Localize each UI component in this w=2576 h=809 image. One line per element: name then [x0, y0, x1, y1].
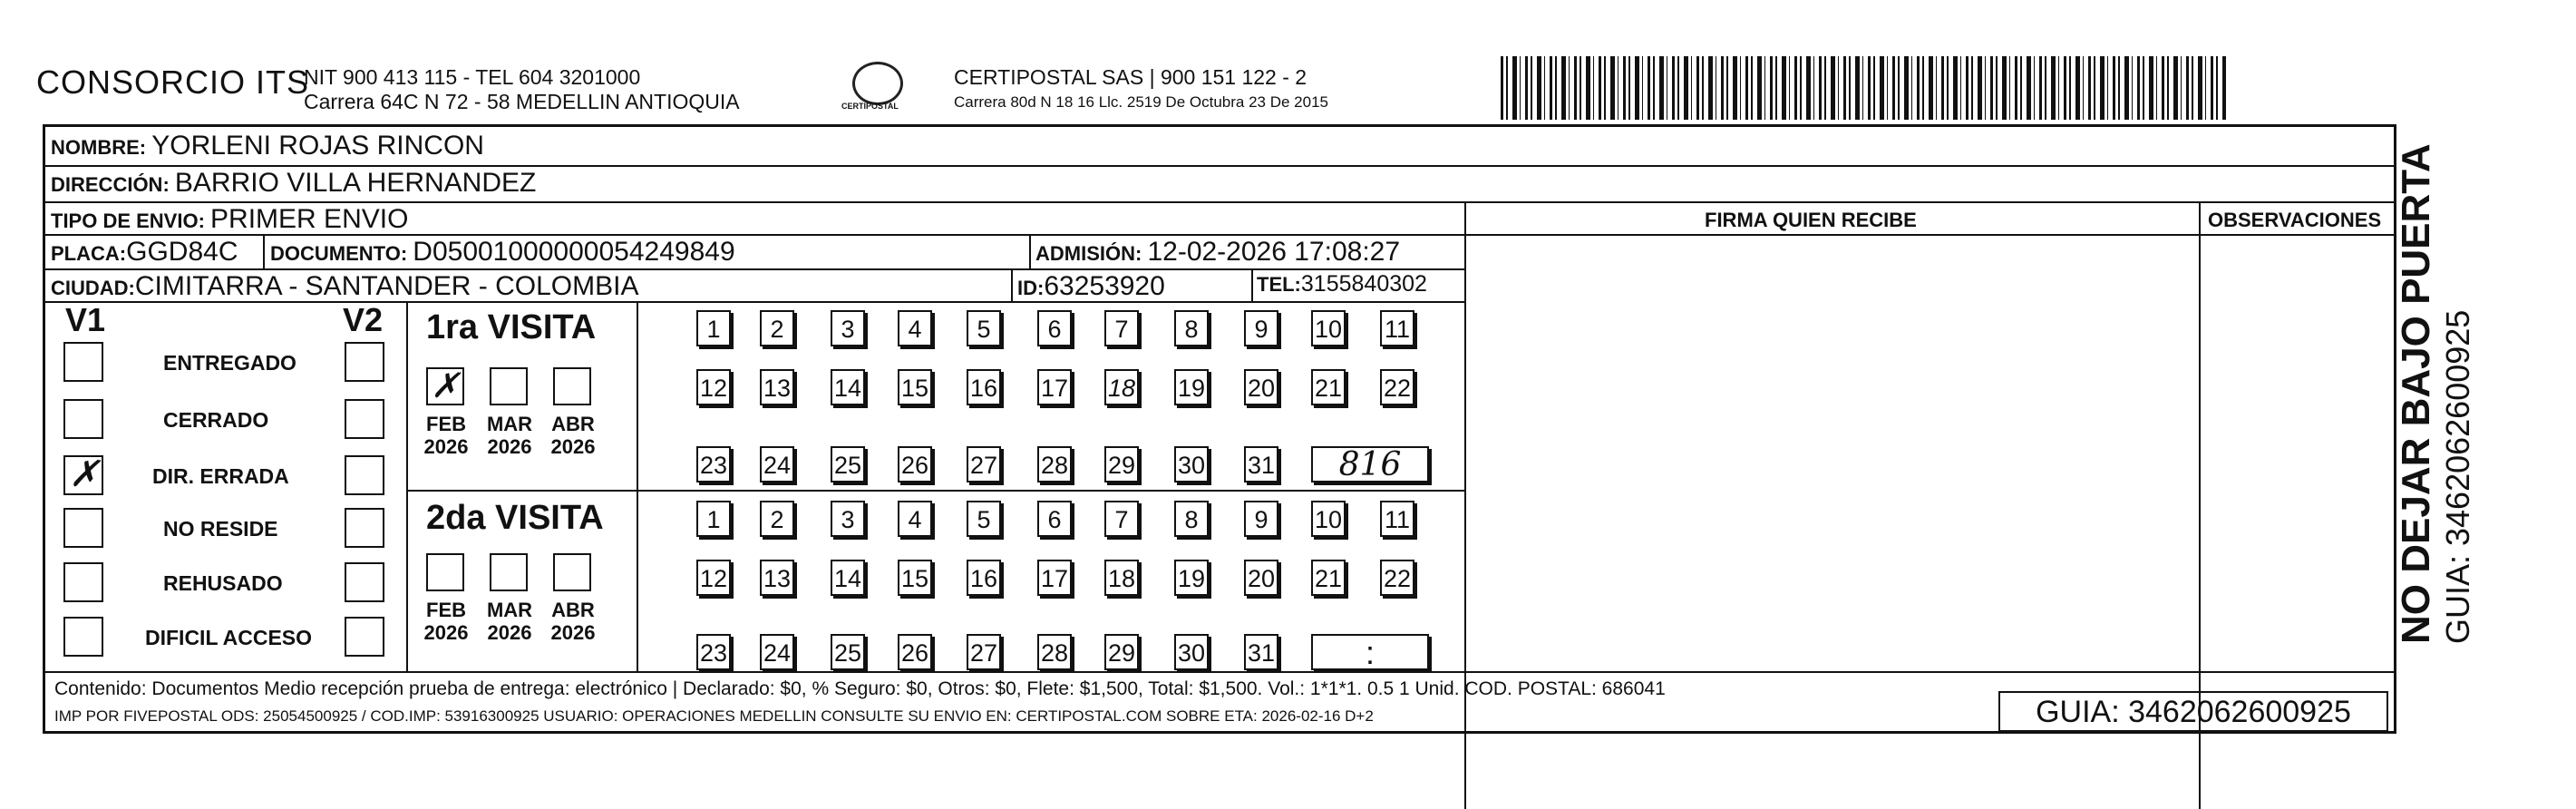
day-box[interactable]: 27 [967, 634, 1001, 670]
delivery-form [43, 124, 2396, 734]
placa-label: PLACA: [51, 242, 127, 265]
side-note [2394, 143, 2477, 644]
status-label: REHUSADO [163, 571, 283, 595]
month-checkbox[interactable] [490, 367, 528, 405]
day-box[interactable]: 6 [1037, 310, 1072, 346]
day-box[interactable]: 20 [1244, 369, 1278, 405]
day-box[interactable]: 8 [1174, 310, 1209, 346]
second-visit-title: 2da VISITA [426, 499, 604, 537]
observaciones-header: OBSERVACIONES [2208, 209, 2382, 231]
side-guia: GUIA: 3462062600925 [2439, 309, 2476, 644]
status-label: CERRADO [163, 408, 269, 432]
day-box[interactable]: 1 [696, 310, 731, 346]
day-box[interactable]: 17 [1037, 369, 1072, 405]
day-box[interactable]: 23 [696, 634, 731, 670]
day-box[interactable]: 11 [1380, 501, 1414, 537]
documento-value: D05001000000054249849 [413, 237, 735, 267]
day-box[interactable]: 10 [1311, 310, 1346, 346]
month-name: ABR [551, 599, 595, 621]
month-checkbox[interactable] [553, 553, 591, 591]
day-box[interactable]: 17 [1037, 560, 1072, 596]
month-name: ABR [551, 413, 595, 435]
side-title: NO DEJAR BAJO PUERTA [2394, 143, 2438, 644]
month-name: MAR [486, 599, 533, 621]
v2-checkbox[interactable] [345, 342, 384, 382]
documento-label: DOCUMENTO: [270, 242, 408, 265]
first-visit-title: 1ra VISITA [426, 308, 597, 346]
v2-checkbox[interactable] [345, 617, 384, 657]
v1-checkbox[interactable] [63, 508, 103, 548]
day-box[interactable]: 7 [1104, 501, 1139, 537]
v2-checkbox[interactable] [345, 562, 384, 602]
time-box[interactable]: : [1311, 634, 1429, 670]
tel-value: 3155840302 [1300, 271, 1427, 297]
nombre-value: YORLENI ROJAS RINCON [151, 131, 484, 161]
day-box[interactable]: 9 [1244, 501, 1278, 537]
day-box[interactable]: 18 [1104, 369, 1139, 405]
day-box[interactable]: 25 [831, 446, 865, 482]
day-box[interactable]: 29 [1104, 634, 1139, 670]
month-label [546, 413, 600, 458]
tipo-value: PRIMER ENVIO [210, 204, 409, 234]
id-row [1017, 271, 1165, 302]
guia-number: GUIA: 3462062600925 [1998, 691, 2388, 732]
certipostal-info [954, 65, 1328, 114]
tipo-label: TIPO DE ENVIO: [51, 210, 205, 232]
v1-checkbox[interactable] [63, 562, 103, 602]
certipostal-logo-icon [852, 62, 903, 105]
day-box[interactable]: 2 [760, 501, 794, 537]
day-box[interactable]: 11 [1380, 310, 1414, 346]
v2-header: V2 [343, 301, 384, 338]
ciudad-row [51, 271, 639, 302]
status-label: NO RESIDE [163, 517, 278, 541]
check-mark-icon: ✗ [431, 366, 460, 405]
day-box[interactable]: 21 [1311, 560, 1346, 596]
admision-row [1035, 237, 1400, 268]
status-label: ENTREGADO [163, 351, 296, 375]
ciudad-value: CIMITARRA - SANTANDER - COLOMBIA [134, 271, 639, 301]
nit-line: NIT 900 413 115 - TEL 604 3201000 [304, 65, 641, 89]
month-label [482, 599, 537, 644]
day-box[interactable]: 29 [1104, 446, 1139, 482]
day-box[interactable]: 16 [967, 369, 1001, 405]
firma-header: FIRMA QUIEN RECIBE [1705, 209, 1917, 231]
v1-checkbox[interactable] [63, 617, 103, 657]
day-box[interactable]: 16 [967, 560, 1001, 596]
day-box[interactable]: 27 [967, 446, 1001, 482]
v1-checkbox[interactable] [63, 399, 103, 439]
day-box[interactable]: 3 [831, 501, 865, 537]
month-checkbox[interactable] [426, 367, 464, 405]
day-box[interactable]: 24 [760, 634, 794, 670]
footer-content: Contenido: Documentos Medio recepción prueba de entrega: electrónico | Declarado: $0, % Seguro: $0, Otros: $0, Flete: $1,500, Total: $1,500. Vol.: 1*1*1. 0.5 1 Unid. COD. POSTAL: 686041 [54, 678, 1666, 699]
id-value: 63253920 [1044, 271, 1165, 301]
day-box[interactable]: 7 [1104, 310, 1139, 346]
tipo-row [51, 204, 408, 235]
day-box[interactable]: 24 [760, 446, 794, 482]
month-label [419, 413, 473, 458]
tel-row [1257, 271, 1427, 297]
day-box[interactable]: 22 [1380, 560, 1414, 596]
nombre-row [51, 131, 484, 161]
v1-checkbox[interactable] [63, 342, 103, 382]
month-year: 2026 [487, 435, 532, 458]
month-name: MAR [486, 413, 533, 435]
day-box[interactable]: 22 [1380, 369, 1414, 405]
day-box[interactable]: 6 [1037, 501, 1072, 537]
footer-print-info: IMP POR FIVEPOSTAL ODS: 25054500925 / COD.IMP: 53916300925 USUARIO: OPERACIONES MEDELLIN CONSULTE SU ENVIO EN: CERTIPOSTAL.COM SOBRE ETA: 2026-02-16 D+2 [54, 707, 1374, 725]
certipostal-line: CERTIPOSTAL SAS | 900 151 122 - 2 [954, 65, 1307, 89]
day-box[interactable]: 15 [898, 369, 932, 405]
v1-header: V1 [65, 301, 106, 338]
status-label: DIR. ERRADA [152, 464, 289, 488]
admision-value: 12-02-2026 17:08:27 [1147, 237, 1401, 267]
placa-value: GGD84C [126, 237, 238, 267]
day-box[interactable]: 28 [1037, 634, 1072, 670]
ciudad-label: CIUDAD: [51, 277, 135, 299]
day-box[interactable]: 28 [1037, 446, 1072, 482]
month-year: 2026 [550, 435, 596, 458]
day-box[interactable]: 14 [831, 369, 865, 405]
id-label: ID: [1017, 277, 1045, 299]
month-label [482, 413, 537, 458]
day-box[interactable]: 30 [1174, 634, 1209, 670]
certipostal-address: Carrera 80d N 18 16 Llc. 2519 De Octubra 23 De 2015 [954, 93, 1328, 111]
day-box[interactable]: 19 [1174, 560, 1209, 596]
day-box[interactable]: 15 [898, 560, 932, 596]
v2-checkbox[interactable] [345, 399, 384, 439]
tel-label: TEL: [1257, 273, 1301, 296]
day-box[interactable]: 30 [1174, 446, 1209, 482]
month-year: 2026 [550, 621, 596, 644]
day-box[interactable]: 5 [967, 501, 1001, 537]
day-box[interactable]: 4 [898, 501, 932, 537]
day-box[interactable]: 2 [760, 310, 794, 346]
v1-checkbox[interactable] [63, 455, 103, 495]
v2-checkbox[interactable] [345, 455, 384, 495]
day-box[interactable]: 31 [1244, 446, 1278, 482]
day-box[interactable]: 5 [967, 310, 1001, 346]
day-box[interactable]: 1 [696, 501, 731, 537]
month-year: 2026 [423, 435, 469, 458]
day-box[interactable]: 19 [1174, 369, 1209, 405]
day-box[interactable]: 4 [898, 310, 932, 346]
day-box[interactable]: 21 [1311, 369, 1346, 405]
day-box[interactable]: 13 [760, 369, 794, 405]
day-box[interactable]: 3 [831, 310, 865, 346]
admision-label: ADMISIÓN: [1035, 242, 1142, 265]
day-box[interactable]: 13 [760, 560, 794, 596]
nombre-label: NOMBRE: [51, 136, 147, 159]
check-mark-icon: ✗ [69, 453, 100, 495]
direccion-value: BARRIO VILLA HERNANDEZ [174, 168, 537, 198]
barcode [1501, 56, 2226, 120]
day-box[interactable]: 23 [696, 446, 731, 482]
month-checkbox[interactable] [553, 367, 591, 405]
month-name: FEB [426, 413, 466, 435]
day-box[interactable]: 20 [1244, 560, 1278, 596]
direccion-label: DIRECCIÓN: [51, 173, 170, 196]
month-label [419, 599, 473, 644]
month-checkbox[interactable] [490, 553, 528, 591]
time-box[interactable]: 816 [1311, 446, 1429, 482]
company-name: CONSORCIO ITS [36, 63, 310, 101]
logo-text: CERTIPOSTAL [841, 102, 899, 111]
day-box[interactable]: 12 [696, 369, 731, 405]
day-box[interactable]: 26 [898, 446, 932, 482]
v2-checkbox[interactable] [345, 508, 384, 548]
company-address: Carrera 64C N 72 - 58 MEDELLIN ANTIOQUIA [304, 90, 740, 113]
direccion-row [51, 168, 536, 199]
month-checkbox[interactable] [426, 553, 464, 591]
day-box[interactable]: 8 [1174, 501, 1209, 537]
day-box[interactable]: 18 [1104, 560, 1139, 596]
placa-row [51, 237, 238, 268]
day-box[interactable]: 14 [831, 560, 865, 596]
company-info [304, 65, 740, 114]
documento-row [270, 237, 735, 268]
month-name: FEB [426, 599, 466, 621]
day-box[interactable]: 26 [898, 634, 932, 670]
day-box[interactable]: 31 [1244, 634, 1278, 670]
day-box[interactable]: 9 [1244, 310, 1278, 346]
day-box[interactable]: 12 [696, 560, 731, 596]
day-box[interactable]: 10 [1311, 501, 1346, 537]
status-label: DIFICIL ACCESO [145, 626, 313, 649]
month-year: 2026 [423, 621, 469, 644]
day-box[interactable]: 25 [831, 634, 865, 670]
month-year: 2026 [487, 621, 532, 644]
month-label [546, 599, 600, 644]
